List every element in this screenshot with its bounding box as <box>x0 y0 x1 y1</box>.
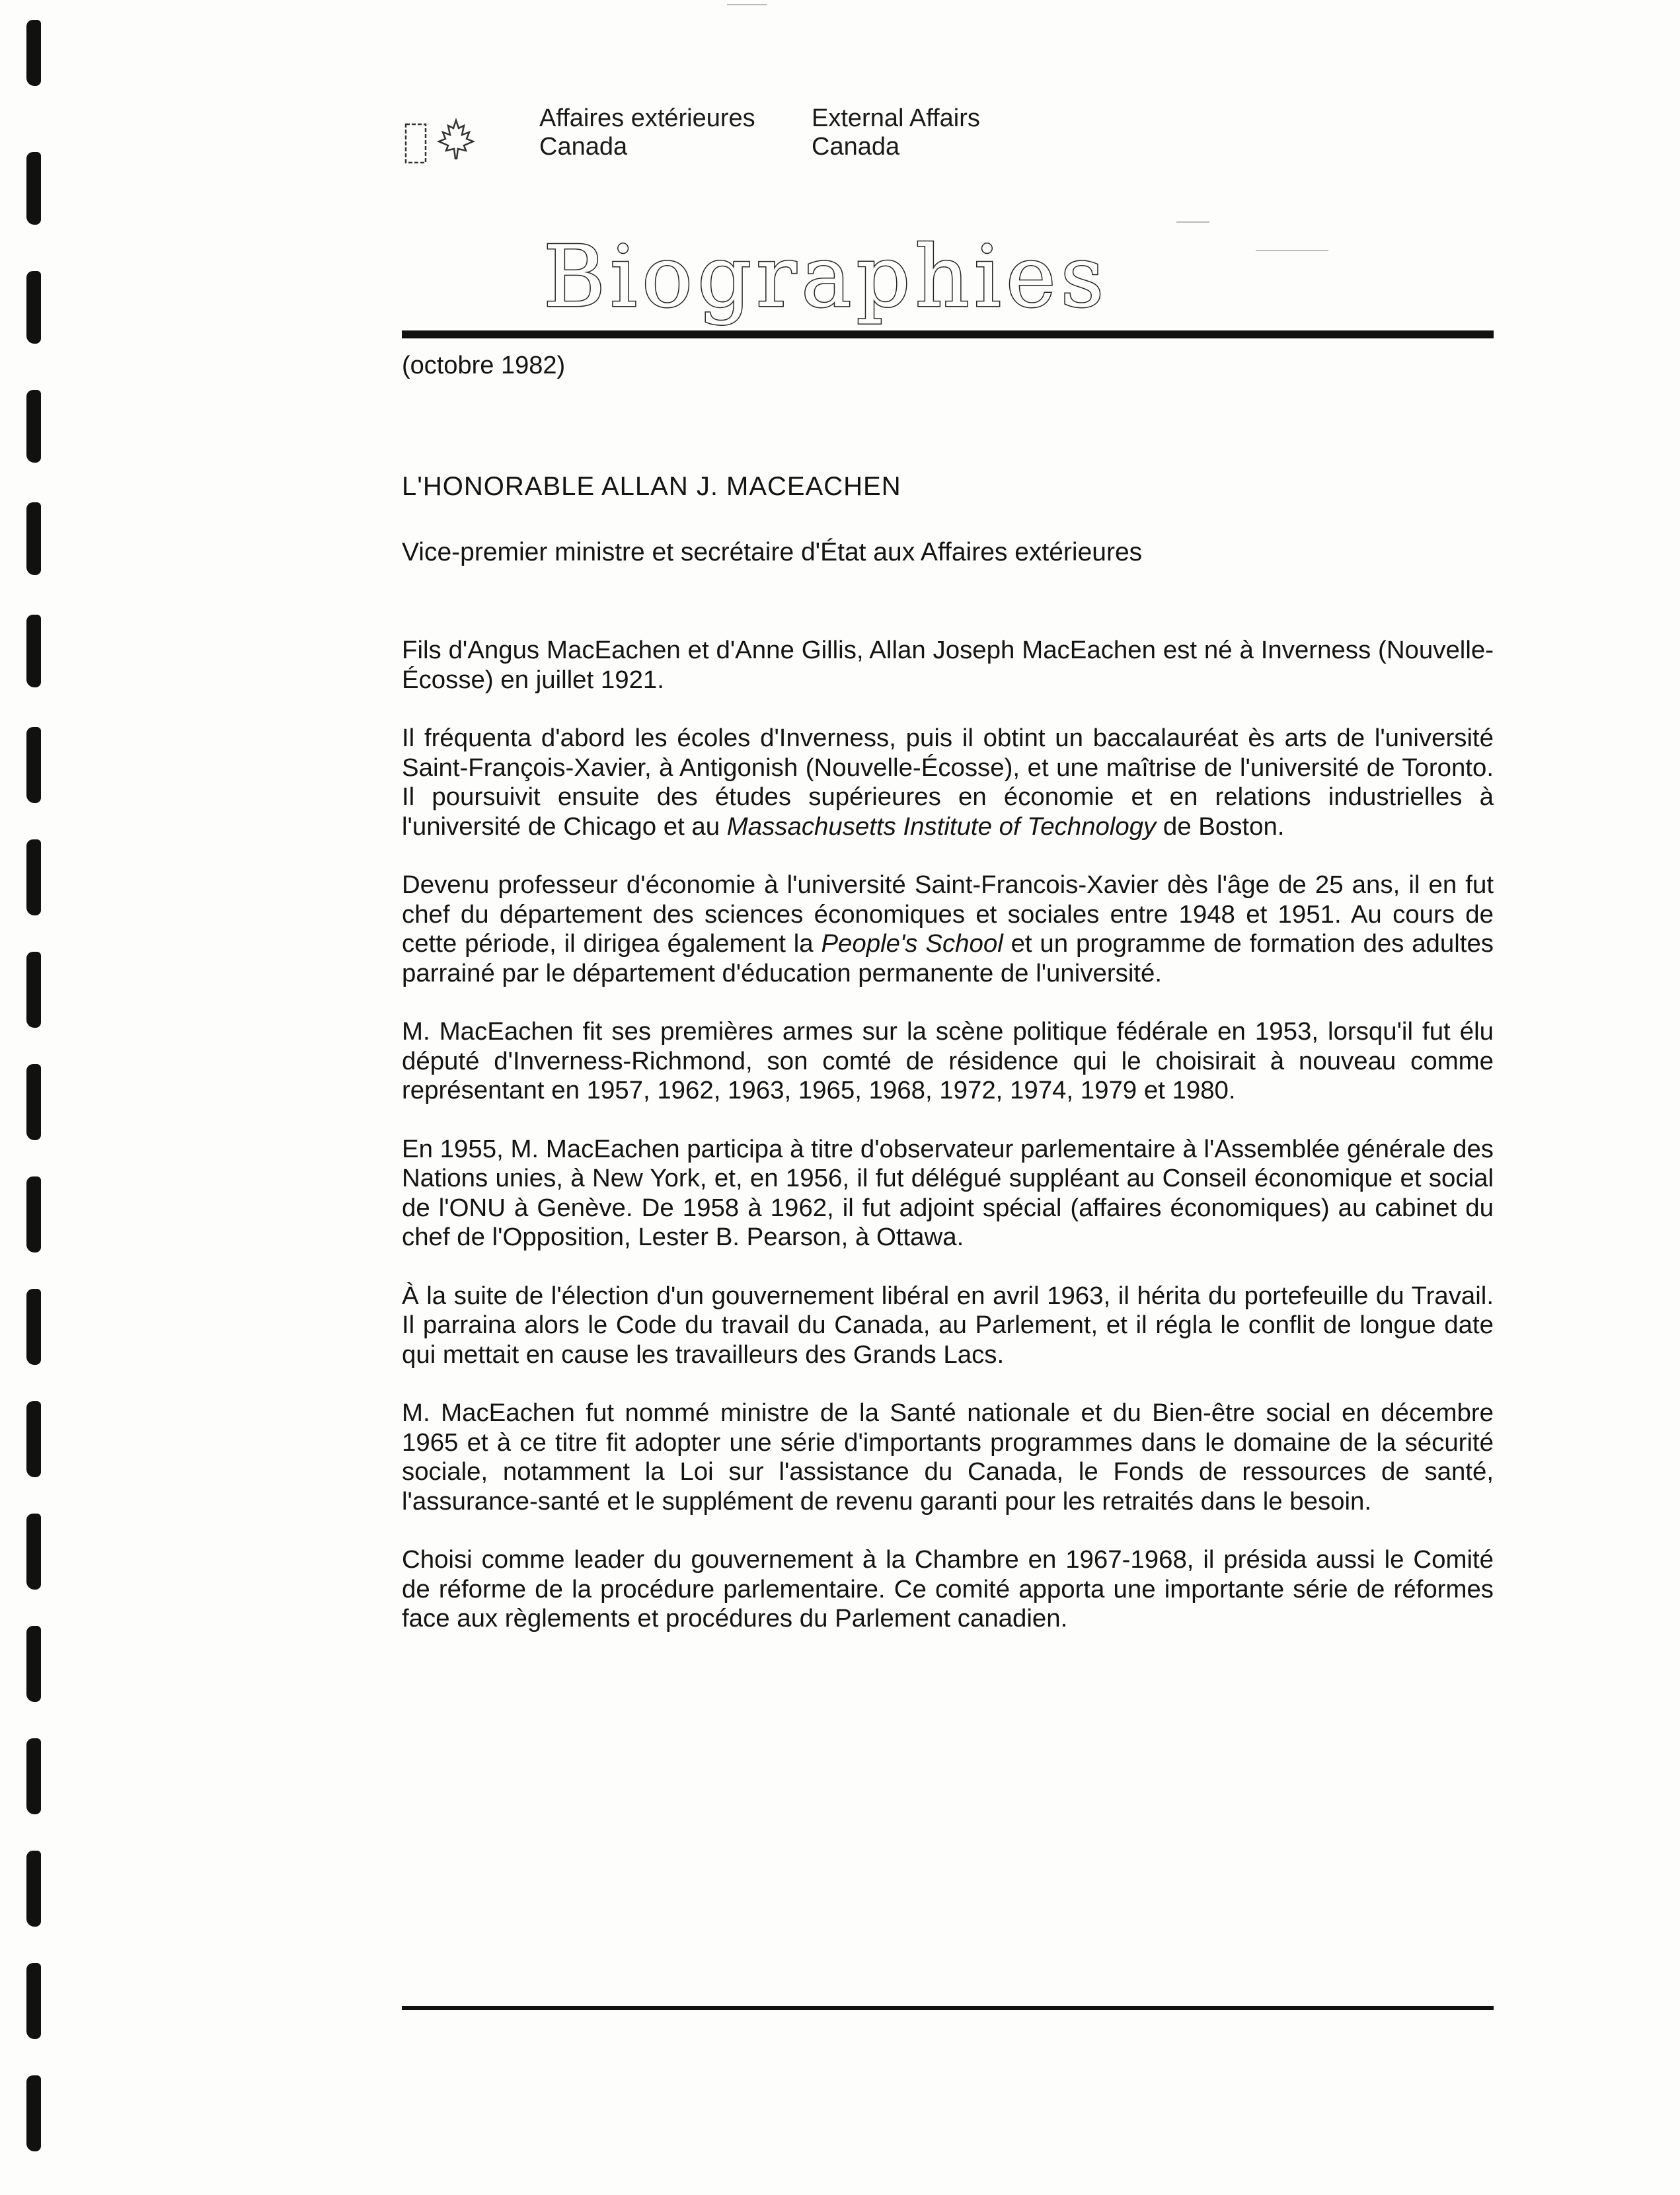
binding-hole <box>26 839 41 915</box>
binding-hole <box>26 615 41 687</box>
paragraph-text: M. MacEachen fit ses premières armes sur la scène politique fédérale en 1953, lorsqu'il fut élu député d'Inverness-Richmond, son comté de résidence qui le choisirait à nouveau comme représentant en 1957, 1962, 1963, 1965, 1968, 1972, 1974, 1979 et 1980. <box>402 1017 1494 1104</box>
paragraph-text: Choisi comme leader du gouvernement à la Chambre en 1967-1968, il présida aussi le Comité de réforme de la procédure parlementaire. Ce comité apporta une importante série de réformes face aux règlements et procédures du Parlement canadien. <box>402 1545 1494 1633</box>
binding-hole <box>26 390 41 463</box>
paragraph-italic-text: Massachusetts Institute of Technology <box>726 812 1157 841</box>
paragraph-text-end: de Boston. <box>1156 812 1285 841</box>
binding-hole <box>26 1064 41 1140</box>
department-name-english <box>812 104 980 161</box>
scan-speck <box>727 4 767 5</box>
binding-hole-marks <box>0 0 73 2195</box>
footer-rule <box>402 2006 1494 2010</box>
paragraph-text: Devenu professeur d'économie à l'université Saint-Francois-Xavier dès l'âge de 25 ans, il en fut chef du département des sciences économiques et sociales entre 1948 et 1951. Au cours de cette période, il dirigea également la <box>402 870 1494 958</box>
biography-paragraph <box>402 870 1494 988</box>
binding-hole <box>26 1401 41 1477</box>
banner-title: Biographies <box>543 228 1109 327</box>
binding-hole <box>26 727 41 803</box>
binding-hole <box>26 502 41 575</box>
biography-paragraph <box>402 636 1494 695</box>
scan-speck <box>1176 221 1209 223</box>
biography-paragraph <box>402 1545 1494 1634</box>
biography-paragraph <box>402 1399 1494 1516</box>
binding-hole <box>26 1738 41 1814</box>
binding-hole <box>26 952 41 1028</box>
department-country-line: Canada <box>539 133 628 161</box>
binding-hole <box>26 271 41 344</box>
biography-paragraph <box>402 724 1494 841</box>
paragraph-text-end: et un programme de formation des adultes parrainé par le département d'éducation permanente de l'université. <box>402 929 1494 987</box>
binding-hole <box>26 152 41 225</box>
paragraph-italic-text: People's School <box>821 929 1003 958</box>
paragraph-text: En 1955, M. MacEachen participa à titre d'observateur parlementaire à l'Assemblée générale des Nations unies, à New York, et, en 1956, il fut délégué suppléant au Conseil économique et social de l'ONU à Genève. De 1958 à 1962, il fut adjoint spécial (affaires économiques) au cabinet du chef de l'Opposition, Lester B. Pearson, à Ottawa. <box>402 1134 1494 1251</box>
binding-hole <box>26 1963 41 2039</box>
biography-paragraph <box>402 1017 1494 1106</box>
subject-name-heading: L'HONORABLE ALLAN J. MACEACHEN <box>402 472 901 501</box>
paragraph-text: À la suite de l'élection d'un gouvernement libéral en avril 1963, il hérita du portefeuille du Travail. Il parraina alors le Code du travail du Canada, au Parlement, et il régla le conflit de longue date qui mettait en cause les travailleurs des Grands Lacs. <box>402 1281 1494 1369</box>
binding-hole <box>26 1851 41 1927</box>
binding-hole <box>26 1176 41 1252</box>
binding-hole <box>26 1289 41 1365</box>
biography-body <box>402 636 1494 1663</box>
letterhead <box>402 104 997 177</box>
paragraph-text: M. MacEachen fut nommé ministre de la Santé nationale et du Bien-être social en décembre 1965 et à ce titre fit adopter une série d'importants programmes dans le domaine de la sécurité sociale, notamment la Loi sur l'assistance du Canada, le Fonds de ressources de santé, l'assurance-santé et le supplément de revenu garanti pour les retraités dans le besoin. <box>402 1399 1494 1516</box>
biography-paragraph <box>402 1135 1494 1252</box>
date-line: (octobre 1982) <box>402 352 566 379</box>
header-rule <box>402 330 1494 338</box>
binding-hole <box>26 20 41 86</box>
department-name-line: Affaires extérieures <box>539 104 755 132</box>
paragraph-text: Fils d'Angus MacEachen et d'Anne Gillis, Allan Joseph MacEachen est né à Inverness (Nouvelle-Écosse) en juillet 1921. <box>402 636 1494 694</box>
department-name-french <box>539 104 755 161</box>
canada-flag-maple-leaf-icon <box>403 115 482 168</box>
binding-hole <box>26 1626 41 1702</box>
subject-position-title: Vice-premier ministre et secrétaire d'État aux Affaires extérieures <box>402 538 1143 566</box>
department-country-line: Canada <box>812 133 900 161</box>
biography-paragraph <box>402 1282 1494 1370</box>
department-name-line: External Affairs <box>812 104 980 132</box>
scan-speck <box>1256 250 1328 251</box>
binding-hole <box>26 1514 41 1590</box>
paragraph-text: Il fréquenta d'abord les écoles d'Inverness, puis il obtint un baccalauréat ès arts de l'université Saint-François-Xavier, à Antigonish (Nouvelle-Écosse), et une maîtrise de l'université de Toronto. Il poursuivit ensuite des études supérieures en économie et en relations industrielles à l'université de Chicago et au <box>402 724 1494 841</box>
binding-hole <box>26 2075 41 2151</box>
